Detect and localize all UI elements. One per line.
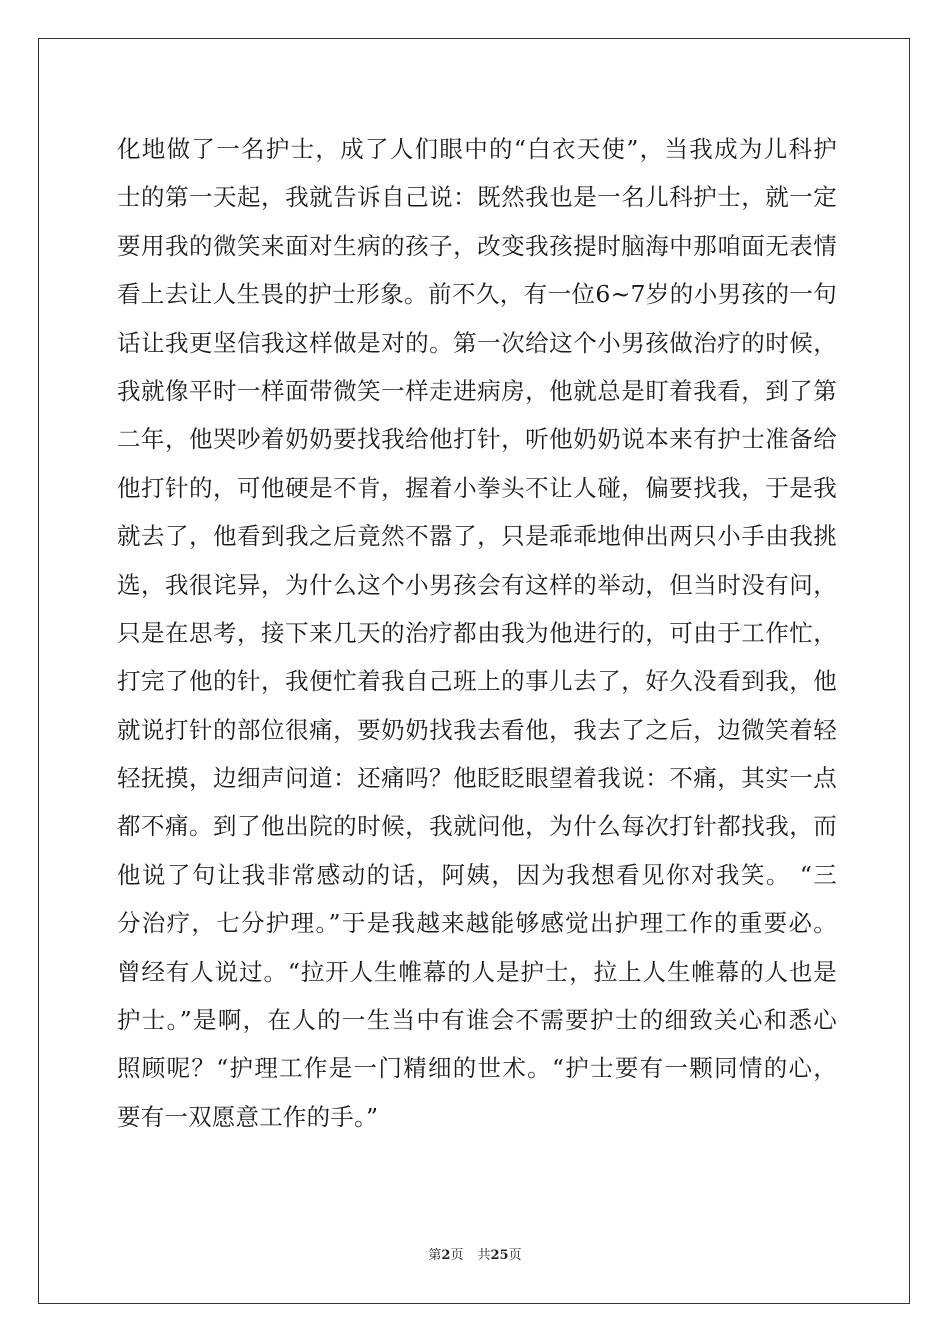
document-body bbox=[117, 125, 837, 1141]
page-suffix: 页 bbox=[450, 1248, 464, 1263]
text-line: 话让我更坚信我这样做是对的。第一次给这个小男孩做治疗的时候， bbox=[117, 328, 837, 357]
text-line: 要用我的微笑来面对生病的孩子，改变我孩提时脑海中那咱面无表情 bbox=[117, 231, 837, 260]
text-line: 分治疗，七分护理。”于是我越来越能够感觉出护理工作的重要必。 bbox=[117, 909, 837, 938]
text-line: 看上去让人生畏的护士形象。前不久，有一位6~7岁的小男孩的一句 bbox=[117, 280, 837, 309]
text-line: 选，我很诧异，为什么这个小男孩会有这样的举动，但当时没有问， bbox=[117, 570, 837, 599]
text-line: 就去了，他看到我之后竟然不嚣了，只是乖乖地伸出两只小手由我挑 bbox=[117, 522, 837, 551]
text-line: 我就像平时一样面带微笑一样走进病房，他就总是盯着我看，到了第 bbox=[117, 376, 837, 405]
text-line: 士的第一天起，我就告诉自己说：既然我也是一名儿科护士，就一定 bbox=[117, 183, 837, 212]
text-line: 二年，他哭吵着奶奶要找我给他打针，听他奶奶说本来有护士准备给 bbox=[117, 425, 837, 454]
text-line: 只是在思考，接下来几天的治疗都由我为他进行的，可由于工作忙， bbox=[117, 618, 837, 647]
text-line: 都不痛。到了他出院的时候，我就问他，为什么每次打针都找我，而 bbox=[117, 812, 837, 841]
text-line: 他说了句让我非常感动的话，阿姨，因为我想看见你对我笑。 “三 bbox=[117, 860, 837, 889]
text-line: 就说打针的部位很痛，要奶奶找我去看他，我去了之后，边微笑着轻 bbox=[117, 715, 837, 744]
text-line: 曾经有人说过。“拉开人生帷幕的人是护士，拉上人生帷幕的人也是 bbox=[117, 957, 837, 986]
text-line: 要有一双愿意工作的手。” bbox=[117, 1102, 379, 1131]
page-number-label bbox=[428, 1248, 463, 1263]
text-line: 护士。”是啊，在人的一生当中有谁会不需要护士的细致关心和悉心 bbox=[117, 1006, 837, 1035]
text-line: 他打针的，可他硬是不肯，握着小拳头不让人碰，偏要找我，于是我 bbox=[117, 473, 837, 502]
total-suffix: 页 bbox=[508, 1248, 522, 1263]
text-line: 化地做了一名护士，成了人们眼中的“白衣天使”，当我成为儿科护 bbox=[117, 135, 837, 163]
text-line: 打完了他的针，我便忙着我自己班上的事儿去了，好久没看到我，他 bbox=[117, 667, 837, 696]
total-prefix: 共 bbox=[477, 1248, 491, 1263]
page-prefix: 第 bbox=[428, 1248, 442, 1263]
text-line: 轻抚摸，边细声问道：还痛吗？他眨眨眼望着我说：不痛，其实一点 bbox=[117, 764, 837, 793]
total-pages-label bbox=[477, 1248, 521, 1263]
page-footer bbox=[0, 1244, 950, 1263]
page-number: 2 bbox=[441, 1248, 451, 1263]
total-pages: 25 bbox=[490, 1248, 509, 1263]
text-line: 照顾呢？“护理工作是一门精细的世术。“护士要有一颗同情的心， bbox=[117, 1054, 837, 1083]
